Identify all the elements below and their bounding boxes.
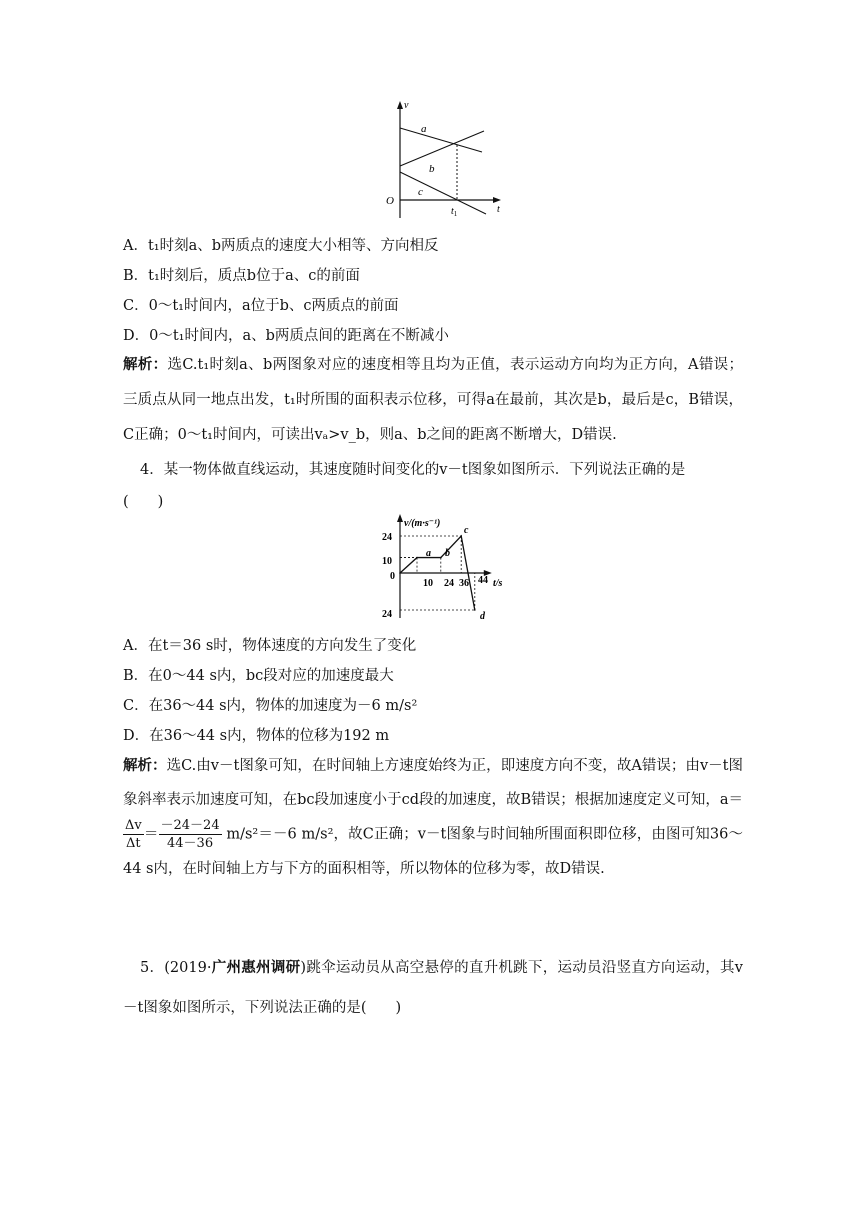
v-axis-label: v [404,100,409,111]
y-tick-0: 0 [390,571,395,582]
analysis-label-2: 解析： [123,757,167,774]
y-axis-title: v/(m·s⁻¹) [404,518,441,529]
y-tick-neg24: 24 [382,609,392,620]
point-c-label: c [464,525,469,536]
origin-label: O [386,195,394,207]
q4-stem: 4．某一物体做直线运动，其速度随时间变化的v－t图象如图所示．下列说法正确的是 [140,462,686,478]
q4-option-c: C．在36～44 s内，物体的加速度为－6 m/s² [123,698,418,714]
t-axis-label: t [497,204,500,215]
q4-analysis-part1: 选C.由v－t图象可知，在时间轴上方速度始终为正，即速度方向不变，故A错误；由v－t图象斜率表示加速度可知，在bc段加速度小于cd段的加速度，故B错误；根据加速度定义可知，a＝ [123,758,743,808]
line-c-label: c [418,186,423,198]
t1-label: $t_1$ [451,206,458,218]
q4-option-a: A．在t＝36 s时，物体速度的方向发生了变化 [123,638,417,654]
y-axis-arrow [397,514,403,522]
q3-analysis-text: 选C.t₁时刻a、b两图象对应的速度相等且均为正值，表示运动方向均为正方向，A错误；三质点从同一地点出发，t₁时所围的面积表示位移，可得a在最前，其次是b，最后是c，B错误，C正确；0～t₁时间内，可读出vₐ>v_b，则a、b之间的距离不断增大，D错误. [123,357,743,443]
line-a-label: a [421,123,427,135]
data-point-0 [399,572,401,574]
q3-option-b: B．t₁时刻后，质点b位于a、c的前面 [123,268,360,284]
point-d-label: d [480,611,485,622]
fraction-dv-dt: $\frac{\Delta v}{\Delta t}$ [125,818,142,851]
q3-option-c: C．0～t₁时间内，a位于b、c两质点的前面 [123,298,399,314]
q4-option-b: B．在0～44 s内，bc段对应的加速度最大 [123,668,394,684]
y-tick-10: 10 [382,556,392,567]
q3-option-a: A．t₁时刻a、b两质点的速度大小相等、方向相反 [123,238,439,254]
data-point-3 [460,535,462,537]
data-point-2 [440,557,442,559]
fraction-values: $\frac{-24-24}{44-36}$ [160,818,220,851]
q5-stem: 5．(2019·广州惠州调研)跳伞运动员从高空悬停的直升机跳下，运动员沿竖直方向运动，其v－t图象如图所示，下列说法正确的是( ) [123,959,743,1016]
data-point-1 [416,557,418,559]
q4-option-d: D．在36～44 s内，物体的位移为192 m [123,728,390,744]
analysis-label: 解析： [123,356,168,373]
x-tick-36: 36 [459,578,469,589]
q5-source: 广州惠州调研 [211,959,301,976]
y-tick-24: 24 [382,532,392,543]
point-b-label: b [445,548,450,559]
x-axis-title: t/s [493,578,503,589]
point-a-label: a [426,548,431,559]
q4-analysis: 解析：选C.由v－t图象可知，在时间轴上方速度始终为正，即速度方向不变，故A错误；由v－t图象斜率表示加速度可知，在bc段加速度小于cd段的加速度，故B错误；根据加速度定义可知，a＝ $\frac{\Delta v}{\Delta t}$ ＝ $\frac{-24-24}{44-36}$ m/s²＝－6 m/s²，故C正确；v－t图象与时间轴所围面积即位移，由图可知36～44 s内，在时间轴上方与下方的面积相等，所以物体的位移为零，故D错误. [123,757,743,877]
q3-option-d: D．0～t₁时间内，a、b两质点间的距离在不断减小 [123,328,449,344]
q4-analysis-part2: m/s²＝－6 m/s²，故C正确；v－t图象与时间轴所围面积即位移，由图可知36～44 s内，在时间轴上方与下方的面积相等，所以物体的位移为零，故D错误. [123,826,743,877]
data-point-4 [474,609,476,611]
x-tick-10: 10 [423,578,433,589]
x-tick-44: 44 [478,575,488,586]
line-b-label: b [429,163,435,175]
x-tick-24: 24 [444,578,454,589]
q4-blank: ( ) [123,494,164,510]
